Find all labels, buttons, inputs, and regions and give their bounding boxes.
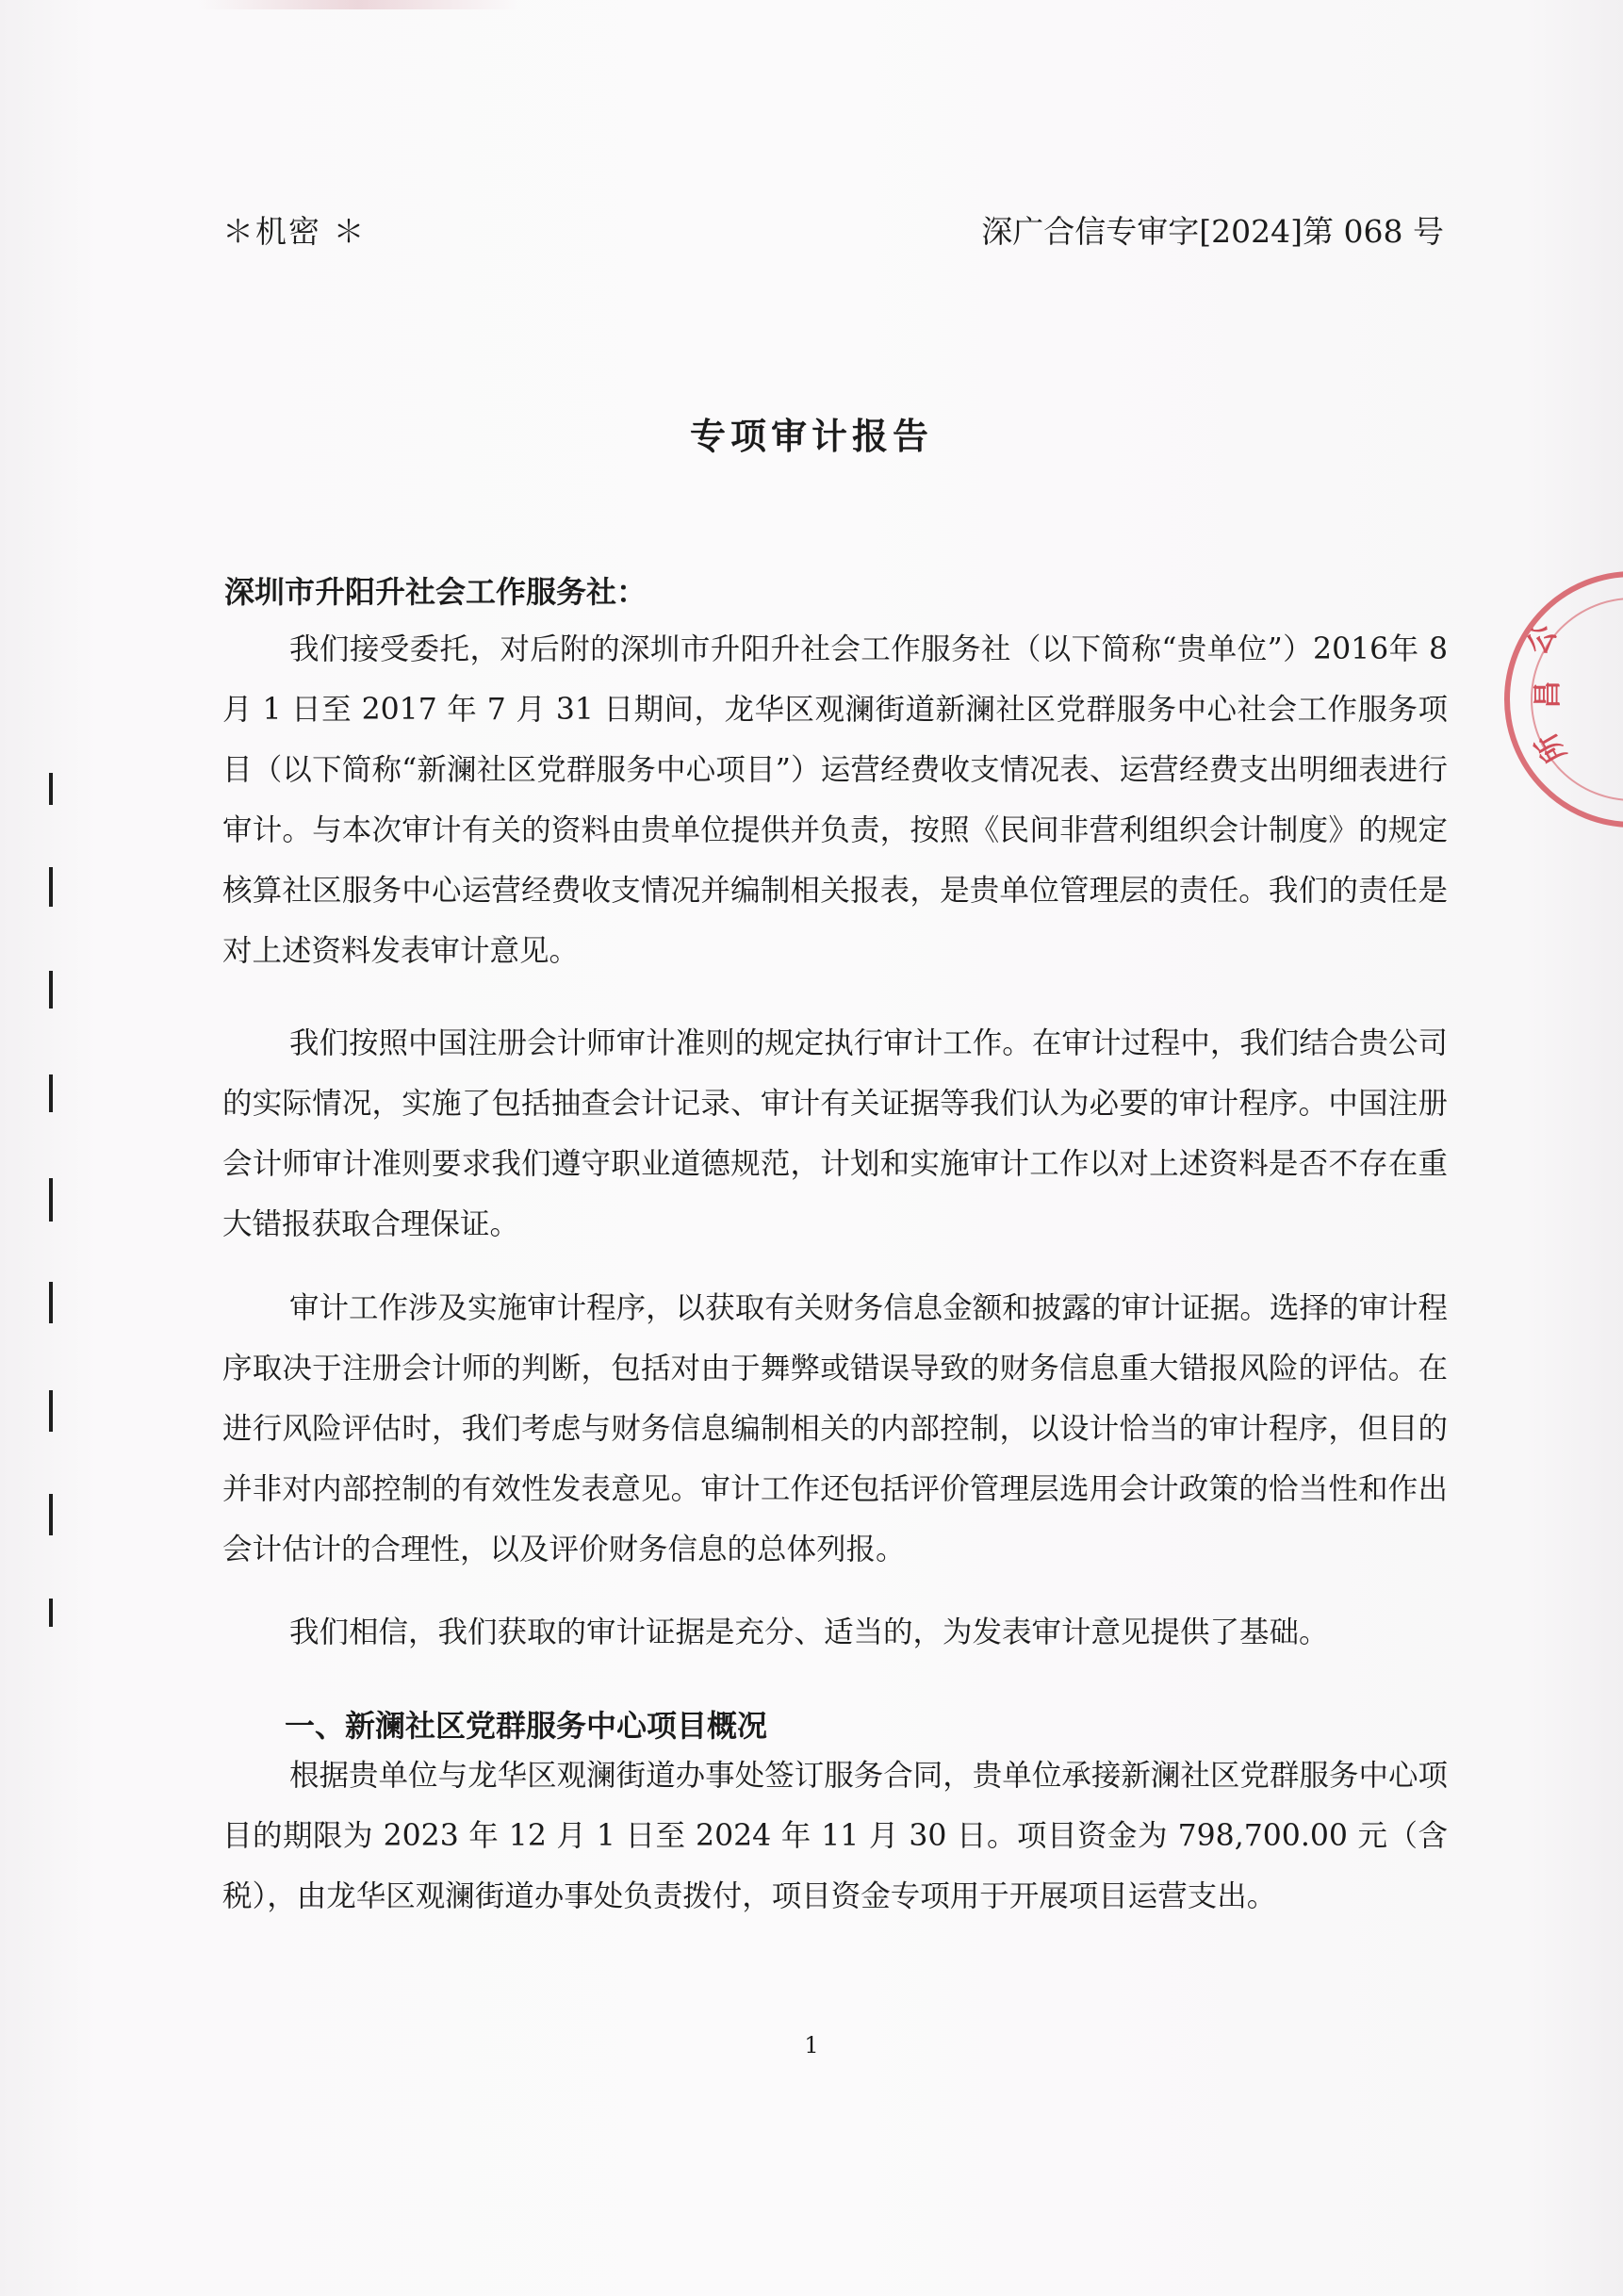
binding-marks bbox=[49, 773, 57, 1621]
addressee: 深圳市升阳升社会工作服务社： bbox=[224, 574, 648, 610]
paragraph-audit-evidence: 我们相信，我们获取的审计证据是充分、适当的，为发表审计意见提供了基础。 bbox=[289, 1615, 1329, 1649]
paragraph-project-overview: 根据贵单位与龙华区观澜街道办事处签订服务合同，贵单位承接新澜社区党群服务中心项目的期限为 2023 年 12 月 1 日至 2024 年 11 月 30 日。项目资金为 798,700.00 元（含税），由龙华区观澜街道办事处负责拨付，项目资金专项用于开展项目运营支出。 bbox=[222, 1759, 1448, 1913]
document-number: 深广合信专审字[2024]第 068 号 bbox=[981, 213, 1444, 250]
scan-shading bbox=[198, 0, 518, 9]
section-heading-project-overview: 一、新澜社区党群服务中心项目概况 bbox=[285, 1708, 768, 1744]
paragraph-audit-procedures: 审计工作涉及实施审计程序，以获取有关财务信息金额和披露的审计证据。选择的审计程序取决于注册会计师的判断，包括对由于舞弊或错误导致的财务信息重大错报风险的评估。在进行风险评估时，我们考虑与财务信息编制相关的内部控制，以设计恰当的审计程序，但目的并非对内部控制的有效性发表意见。审计工作还包括评价管理层选用会计政策的恰当性和作出会计估计的合理性，以及评价财务信息的总体列报。 bbox=[222, 1291, 1448, 1566]
page-number: 1 bbox=[804, 2032, 819, 2058]
paragraph-engagement: 我们接受委托，对后附的深圳市升阳升社会工作服务社（以下简称“贵单位”）2016年 8 月 1 日至 2017 年 7 月 31 日期间，龙华区观澜街道新澜社区党群服务中心社会工作服务项目（以下简称“新澜社区党群服务中心项目”）运营经费收支情况表、运营经费支出明细表进行审计。与本次审计有关的资料由贵单位提供并负责，按照《民间非营利组织会计制度》的规定核算社区服务中心运营经费收支情况并编制相关报表，是贵单位管理层的责任。我们的责任是对上述资料发表审计意见。 bbox=[222, 632, 1448, 968]
report-title: 专项审计报告 bbox=[689, 415, 933, 457]
classification-mark: ＊机密 ＊ bbox=[222, 213, 367, 250]
paragraph-audit-standards: 我们按照中国注册会计师审计准则的规定执行审计工作。在审计过程中，我们结合贵公司的实际情况，实施了包括抽查会计记录、审计有关证据等我们认为必要的审计程序。中国注册会计师审计准则要求我们遵守职业道德规范，计划和实施审计工作以对上述资料是否不存在重大错报获取合理保证。 bbox=[222, 1026, 1448, 1241]
seal-lettering: 公 昌 所 bbox=[1520, 619, 1573, 768]
